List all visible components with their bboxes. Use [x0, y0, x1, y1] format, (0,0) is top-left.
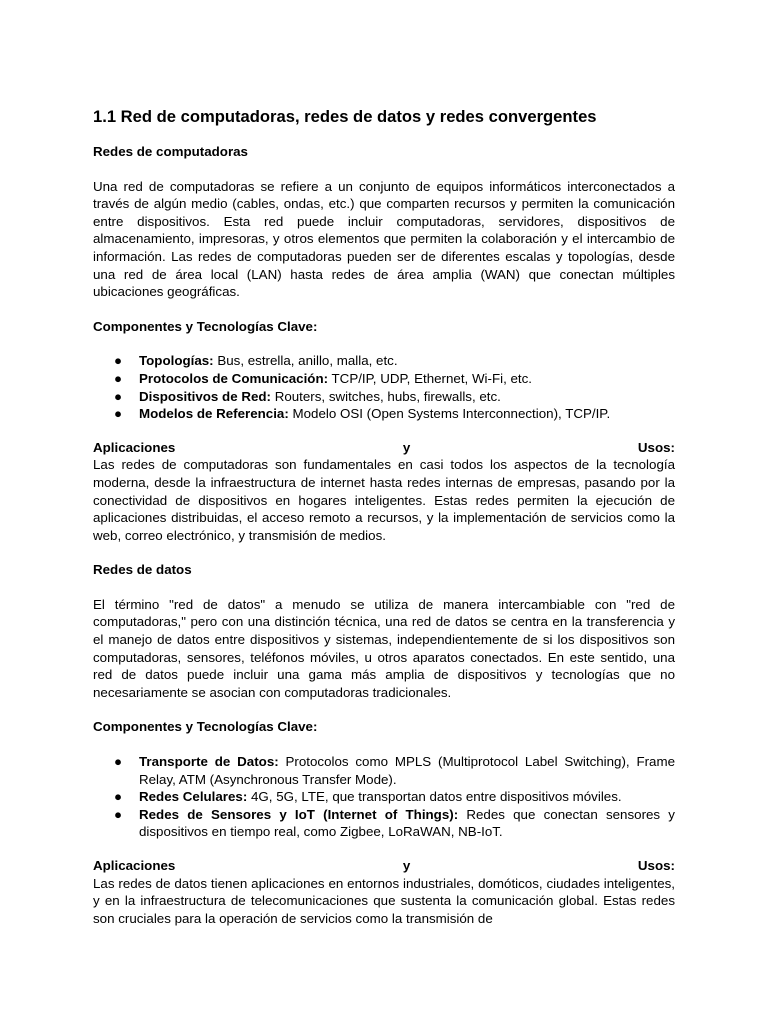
- applications-heading: [93, 439, 675, 457]
- applications-heading-word: Aplicaciones: [93, 858, 176, 873]
- section-heading-redes-de-datos: Redes de datos: [93, 562, 192, 578]
- applications-heading-word: Usos:: [637, 439, 675, 455]
- paragraph-intro-redes-de-datos: El término "red de datos" a menudo se utiliza de manera intercambiable con "red de computadoras," pero con una distinción técnica, una red de datos se centra en la transferencia y el manejo de datos entre dispositivos y sistemas, independientemente de si los dispositivos son computadoras, sensores, teléfonos móviles, u otros aparatos conectados. En este sentido, una red de datos puede incluir una gama más amplia de dispositivos y tecnologías que no necesariamente se asocian con computadoras tradicionales.: [93, 596, 675, 700]
- section-heading-redes-de-computadoras: Redes de computadoras: [93, 144, 248, 159]
- bullet-icon: ●: [114, 754, 123, 770]
- list-item: [93, 388, 675, 406]
- bullet-icon: ●: [114, 388, 123, 404]
- list-item-term: Redes Celulares:: [139, 789, 248, 805]
- components-list: [93, 352, 675, 422]
- components-list: [93, 753, 675, 841]
- list-item-text: 4G, 5G, LTE, que transportan datos entre dispositivos móviles.: [247, 789, 622, 805]
- components-heading: Componentes y Tecnologías Clave:: [93, 318, 318, 334]
- page-title: 1.1 Red de computadoras, redes de datos y redes convergentes: [93, 107, 597, 126]
- bullet-icon: ●: [114, 806, 123, 822]
- list-item-term: Dispositivos de Red:: [139, 388, 271, 404]
- applications-heading-word: Usos:: [637, 858, 675, 873]
- list-item-term: Topologías:: [139, 353, 214, 369]
- list-item-text: Redes que conectan sensores y dispositivos en tiempo real, como Zigbee, LoRaWAN, NB-IoT.: [139, 806, 675, 840]
- list-item-term: Redes de Sensores y IoT (Internet of Things):: [139, 806, 459, 822]
- list-item-term: Transporte de Datos:: [139, 754, 279, 770]
- paragraph-intro-redes-de-computadoras: Una red de computadoras se refiere a un conjunto de equipos informáticos interconectados a través de algún medio (cables, ondas, etc.) que comparten recursos y permiten la comunicación entre dispositivos. Esta red puede incluir computadoras, servidores, dispositivos de almacenamiento, impresoras, y otros elementos que permiten la colaboración y el intercambio de información. Las redes de computadoras pueden ser de diferentes escalas y topologías, desde una red de área local (LAN) hasta redes de área amplia (WAN) que conectan múltiples ubicaciones geográficas.: [93, 178, 675, 300]
- applications-heading-word: Aplicaciones: [93, 439, 176, 455]
- list-item: [93, 806, 675, 841]
- applications-heading-word: y: [402, 439, 411, 455]
- list-item-text: Modelo OSI (Open Systems Interconnection), TCP/IP.: [288, 406, 611, 422]
- list-item: [93, 405, 675, 423]
- bullet-icon: ●: [114, 370, 123, 386]
- list-item: [93, 753, 675, 788]
- list-item: [93, 370, 675, 388]
- list-item-text: Bus, estrella, anillo, malla, etc.: [213, 353, 398, 369]
- paragraph-applications-redes-de-datos: Las redes de datos tienen aplicaciones en entornos industriales, domóticos, ciudades inteligentes, y en la infraestructura de telecomunicaciones que sustenta la comunicación global. Estas redes son cruciales para la operación de servicios como la transmisión de: [93, 875, 675, 926]
- list-item-text: Routers, switches, hubs, firewalls, etc.: [270, 388, 501, 404]
- document-page: [93, 106, 675, 944]
- applications-heading: [93, 857, 675, 875]
- list-item-term: Modelos de Referencia:: [139, 406, 289, 422]
- bullet-icon: ●: [114, 353, 123, 369]
- applications-heading-word: y: [402, 858, 411, 873]
- components-heading: Componentes y Tecnologías Clave:: [93, 719, 318, 735]
- list-item: [93, 788, 675, 806]
- list-item-term: Protocolos de Comunicación:: [139, 370, 329, 386]
- paragraph-applications-redes-de-computadoras: Las redes de computadoras son fundamentales en casi todos los aspectos de la tecnología moderna, desde la infraestructura de internet hasta redes internas de empresas, pasando por la conectividad de dispositivos en hogares inteligentes. Estas redes permiten la ejecución de aplicaciones distribuidas, el acceso remoto a recursos, y la implementación de servicios como la web, correo electrónico, y transmisión de medios.: [93, 457, 675, 543]
- list-item-text: Protocolos como MPLS (Multiprotocol Label Switching), Frame Relay, ATM (Asynchronous Transfer Mode).: [139, 754, 676, 787]
- bullet-icon: ●: [114, 406, 123, 422]
- list-item: [93, 352, 675, 370]
- bullet-icon: ●: [114, 789, 123, 805]
- list-item-text: TCP/IP, UDP, Ethernet, Wi-Fi, etc.: [328, 370, 532, 386]
